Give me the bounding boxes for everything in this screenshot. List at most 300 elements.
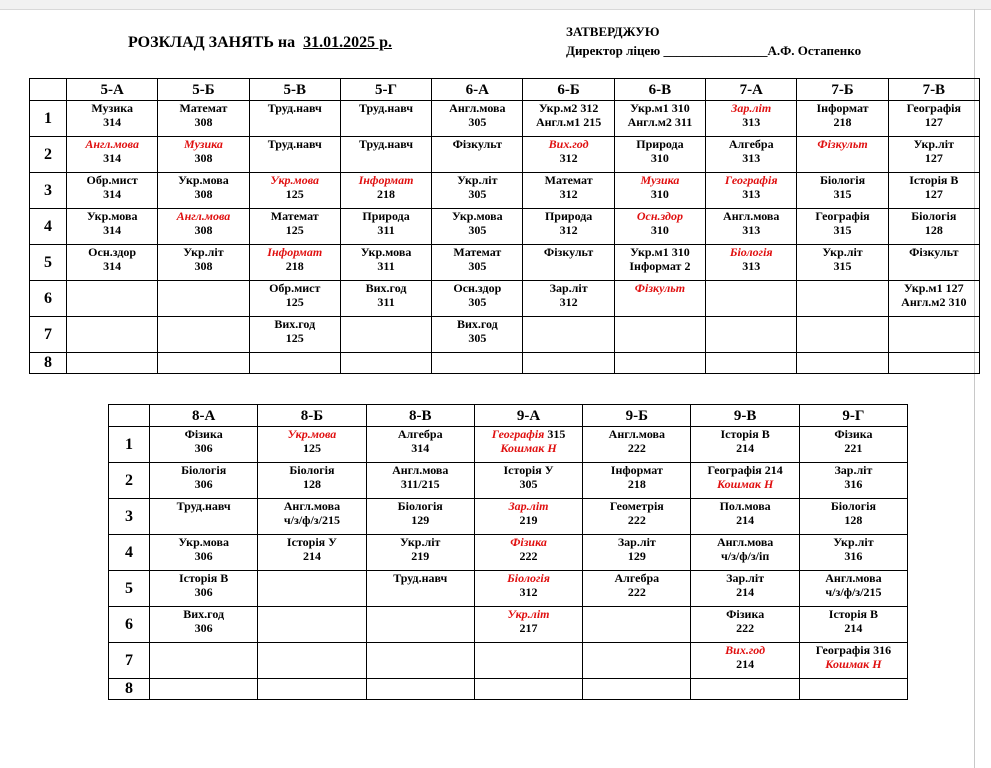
class-header: 6-А <box>432 79 523 101</box>
schedule-cell <box>340 245 431 281</box>
schedule-cell <box>888 353 979 374</box>
lesson-number: 2 <box>30 137 67 173</box>
schedule-cell <box>799 607 907 643</box>
schedule-cell <box>797 281 888 317</box>
table-row <box>109 643 908 679</box>
subject-text: Історія У <box>503 463 554 477</box>
schedule-cell <box>799 499 907 535</box>
room-text: 308 <box>194 115 213 129</box>
schedule-cell <box>432 173 523 209</box>
room-text: Кошмак Н <box>716 477 774 491</box>
room-text: 125 <box>285 223 304 237</box>
schedule-cell <box>706 317 797 353</box>
room-text: 125 <box>285 331 304 345</box>
schedule-cell <box>797 317 888 353</box>
subject-text: Укр.літ <box>457 173 498 187</box>
room-text: 314 <box>411 441 430 455</box>
subject-text: Музика <box>91 101 133 115</box>
schedule-cell <box>706 281 797 317</box>
subject-text: Зар.літ <box>834 463 873 477</box>
schedule-cell <box>523 101 614 137</box>
schedule-cell <box>158 209 249 245</box>
schedule-cell <box>150 499 258 535</box>
schedule-cell <box>797 245 888 281</box>
room-text: 313 <box>742 187 761 201</box>
subject-text: Зар.літ <box>731 101 772 115</box>
subject-text: Географія <box>815 209 870 223</box>
subject-text: Музика <box>640 173 680 187</box>
subject-text: Біологія <box>289 463 335 477</box>
room-text: 311 <box>377 259 395 273</box>
subject-text: Алгебра <box>614 571 660 585</box>
room-text: 312 <box>559 187 578 201</box>
room-text: 125 <box>285 295 304 309</box>
subject-text: Укр.мова <box>270 173 320 187</box>
schedule-cell <box>614 209 705 245</box>
room-text: 214 <box>736 657 755 671</box>
subject-text: Англ.мова <box>723 209 780 223</box>
table-row <box>109 571 908 607</box>
subject-text: Географія 214 <box>707 463 783 477</box>
subject-text: Зар.літ <box>617 535 656 549</box>
table-row <box>30 281 980 317</box>
lesson-number: 5 <box>30 245 67 281</box>
schedule-cell <box>249 353 340 374</box>
schedule-cell <box>432 209 523 245</box>
schedule-cell <box>888 245 979 281</box>
subject-text: Обр.мист <box>86 173 138 187</box>
schedule-cell <box>158 281 249 317</box>
room-text: ч/з/ф/з/іп <box>720 549 770 563</box>
schedule-cell <box>614 353 705 374</box>
subject-text: Англ.мова <box>392 463 449 477</box>
subject-text: Природа <box>636 137 684 151</box>
room-text: 306 <box>194 477 213 491</box>
subject-text: Геометрія <box>609 499 664 513</box>
room-text: 313 <box>742 115 761 129</box>
room-text: 128 <box>302 477 321 491</box>
schedule-cell <box>258 499 366 535</box>
subject-text: Фізика <box>510 535 547 549</box>
schedule-cell <box>158 137 249 173</box>
class-header: 5-Г <box>340 79 431 101</box>
room-text: 308 <box>194 187 213 201</box>
table-row <box>30 137 980 173</box>
subject-text: Укр.літ <box>913 137 954 151</box>
lesson-number: 8 <box>109 679 150 700</box>
title-text: РОЗКЛАД ЗАНЯТЬ на <box>128 34 296 51</box>
room-text: 222 <box>519 549 538 563</box>
room-text: 315 <box>833 223 852 237</box>
subject-text: Укр.мова <box>452 209 503 223</box>
subject-text: Вих.год <box>725 643 766 657</box>
schedule-table-grades-8-9 <box>108 404 908 700</box>
schedule-cell <box>258 427 366 463</box>
class-header: 5-В <box>249 79 340 101</box>
schedule-cell <box>797 137 888 173</box>
schedule-cell <box>706 209 797 245</box>
subject-text: Пол.мова <box>719 499 771 513</box>
subject-text: Англ.мова <box>608 427 666 441</box>
room-text: 214 <box>736 441 755 455</box>
subject-text: Укр.літ <box>833 535 874 549</box>
room-text: 313 <box>742 259 761 273</box>
table-row <box>109 607 908 643</box>
schedule-cell <box>158 353 249 374</box>
room-text: 125 <box>302 441 321 455</box>
room-text: 305 <box>519 477 538 491</box>
corner-cell <box>30 79 67 101</box>
room-text: 127 <box>924 187 943 201</box>
subject-text: Укр.літ <box>822 245 863 259</box>
room-text: 310 <box>650 187 669 201</box>
schedule-cell <box>523 281 614 317</box>
room-text: 214 <box>736 513 755 527</box>
subject-text: Вих.год <box>365 281 407 295</box>
schedule-cell <box>523 353 614 374</box>
schedule-cell <box>249 101 340 137</box>
room-text: Кошмак Н <box>825 657 882 671</box>
schedule-cell <box>366 499 474 535</box>
cell-line <box>475 427 582 441</box>
room-text: 308 <box>194 259 213 273</box>
subject-text: Інформат <box>358 173 414 187</box>
subject-text: Географія <box>906 101 961 115</box>
schedule-cell <box>67 353 158 374</box>
table-row <box>30 317 980 353</box>
subject-text: Фізика <box>184 427 223 441</box>
room-text: 314 <box>103 223 122 237</box>
class-header: 8-Б <box>258 405 366 427</box>
subject-text: Географія <box>491 427 545 441</box>
subject-text: Осн.здор <box>453 281 502 295</box>
schedule-cell <box>474 463 582 499</box>
table-row <box>30 173 980 209</box>
room-text: Англ.м1 215 <box>535 115 602 129</box>
subject-text: Історія В <box>909 173 959 187</box>
schedule-cell <box>258 607 366 643</box>
schedule-cell <box>583 463 691 499</box>
subject-text: Алгебра <box>728 137 774 151</box>
schedule-cell <box>706 245 797 281</box>
class-header: 9-Б <box>583 405 691 427</box>
schedule-cell <box>799 463 907 499</box>
table-row <box>30 101 980 137</box>
schedule-cell <box>158 245 249 281</box>
subject-text: Природа <box>544 209 593 223</box>
schedule-cell <box>150 643 258 679</box>
schedule-cell <box>523 317 614 353</box>
schedule-cell <box>523 245 614 281</box>
schedule-cell <box>366 535 474 571</box>
room-text: 315 <box>544 427 566 441</box>
subject-text: Біологія <box>397 499 443 513</box>
lesson-number: 7 <box>30 317 67 353</box>
schedule-cell <box>706 101 797 137</box>
subject-text: Укр.літ <box>183 245 224 259</box>
class-header: 8-В <box>366 405 474 427</box>
schedule-cell <box>67 209 158 245</box>
class-header: 6-В <box>614 79 705 101</box>
room-text: 305 <box>468 331 487 345</box>
lesson-number: 5 <box>109 571 150 607</box>
schedule-cell <box>150 463 258 499</box>
room-text: 221 <box>844 441 863 455</box>
schedule-cell <box>474 427 582 463</box>
room-text: ч/з/ф/з/215 <box>825 585 882 599</box>
class-header: 9-А <box>474 405 582 427</box>
schedule-cell <box>432 245 523 281</box>
room-text: 306 <box>194 585 213 599</box>
subject-text: Інформат <box>610 463 663 477</box>
room-text: 222 <box>627 585 646 599</box>
subject-text: Укр.м1 310 <box>630 245 690 259</box>
title-date: 31.01.2025 р. <box>303 34 393 51</box>
schedule-cell <box>888 137 979 173</box>
schedule-cell <box>432 317 523 353</box>
schedule-cell <box>366 643 474 679</box>
room-text: Інформат 2 <box>629 259 691 273</box>
lesson-number: 1 <box>109 427 150 463</box>
schedule-cell <box>158 317 249 353</box>
room-text: 313 <box>742 223 761 237</box>
table-row <box>109 679 908 700</box>
room-text: 310 <box>650 151 669 165</box>
subject-text: Фізика <box>834 427 873 441</box>
room-text: 306 <box>194 441 213 455</box>
schedule-cell <box>888 209 979 245</box>
room-text: 312 <box>559 151 578 165</box>
schedule-cell <box>258 679 366 700</box>
schedule-cell <box>583 427 691 463</box>
schedule-cell <box>150 427 258 463</box>
schedule-cell <box>258 463 366 499</box>
schedule-cell <box>158 101 249 137</box>
schedule-cell <box>797 101 888 137</box>
schedule-cell <box>67 281 158 317</box>
schedule-cell <box>691 463 799 499</box>
lesson-number: 8 <box>30 353 67 374</box>
table-row <box>30 209 980 245</box>
room-text: 315 <box>833 259 852 273</box>
table-row <box>30 245 980 281</box>
schedule-cell <box>340 137 431 173</box>
schedule-cell <box>583 607 691 643</box>
table-row <box>30 353 980 374</box>
room-text: 316 <box>844 549 863 563</box>
schedule-cell <box>799 427 907 463</box>
class-header: 7-А <box>706 79 797 101</box>
subject-text: Осн.здор <box>636 209 683 223</box>
subject-text: Труд.навч <box>358 101 414 115</box>
schedule-cell <box>150 607 258 643</box>
schedule-cell <box>799 535 907 571</box>
lesson-number: 1 <box>30 101 67 137</box>
schedule-cell <box>340 209 431 245</box>
schedule-cell <box>249 245 340 281</box>
schedule-cell <box>366 679 474 700</box>
room-text: 305 <box>468 223 487 237</box>
table-row <box>109 427 908 463</box>
schedule-cell <box>474 607 582 643</box>
schedule-cell <box>888 173 979 209</box>
subject-text: Укр.м2 312 <box>538 101 599 115</box>
room-text: 127 <box>924 151 943 165</box>
subject-text: Укр.мова <box>178 535 229 549</box>
table-header-row <box>109 405 908 427</box>
schedule-cell <box>249 137 340 173</box>
subject-text: Укр.мова <box>86 209 138 223</box>
subject-text: Труд.навч <box>393 571 448 585</box>
room-text: 306 <box>194 621 213 635</box>
schedule-cell <box>583 571 691 607</box>
schedule-cell <box>432 353 523 374</box>
subject-text: Музика <box>183 137 223 151</box>
schedule-cell <box>249 281 340 317</box>
room-text: 314 <box>103 259 122 273</box>
room-text: 129 <box>627 549 646 563</box>
room-text: 312 <box>559 223 578 237</box>
schedule-cell <box>67 317 158 353</box>
subject-text: Англ.мова <box>825 571 882 585</box>
schedule-cell <box>706 353 797 374</box>
schedule-cell <box>583 643 691 679</box>
room-text: Англ.м2 311 <box>627 115 693 129</box>
table-header-row <box>30 79 980 101</box>
schedule-cell <box>691 679 799 700</box>
room-text: 125 <box>285 187 304 201</box>
room-text: 305 <box>468 187 487 201</box>
schedule-cell <box>340 173 431 209</box>
subject-text: Вих.год <box>274 317 316 331</box>
subject-text: Укр.літ <box>400 535 441 549</box>
room-text: 305 <box>468 115 487 129</box>
room-text: 311 <box>377 223 395 237</box>
schedule-cell <box>249 209 340 245</box>
subject-text: Зар.літ <box>549 281 588 295</box>
schedule-cell <box>691 607 799 643</box>
subject-text: Англ.мова <box>176 209 231 223</box>
room-text: 308 <box>194 151 213 165</box>
schedule-cell <box>614 245 705 281</box>
approval-signature-line: Директор ліцею ________________А.Ф. Остапенко <box>566 43 862 58</box>
room-text: 218 <box>377 187 396 201</box>
schedule-cell <box>67 173 158 209</box>
schedule-cell <box>366 607 474 643</box>
approval-block <box>566 22 861 60</box>
schedule-cell <box>340 353 431 374</box>
room-text: 218 <box>833 115 852 129</box>
room-text: 218 <box>285 259 304 273</box>
room-text: 128 <box>844 513 863 527</box>
schedule-cell <box>366 571 474 607</box>
schedule-cell <box>67 101 158 137</box>
subject-text: Біологія <box>911 209 957 223</box>
table-row <box>109 535 908 571</box>
subject-text: Математ <box>270 209 319 223</box>
subject-text: Фізкульт <box>543 245 594 259</box>
schedule-cell <box>691 499 799 535</box>
subject-text: Укр.мова <box>287 427 337 441</box>
subject-text: Зар.літ <box>508 499 549 513</box>
subject-text: Біологія <box>830 499 876 513</box>
schedule-cell <box>706 137 797 173</box>
subject-text: Біологія <box>507 571 550 585</box>
schedule-cell <box>799 571 907 607</box>
schedule-cell <box>523 173 614 209</box>
schedule-cell <box>583 679 691 700</box>
subject-text: Фізкульт <box>909 245 959 259</box>
schedule-cell <box>797 173 888 209</box>
lesson-number: 6 <box>30 281 67 317</box>
room-text: 306 <box>194 549 213 563</box>
schedule-cell <box>614 137 705 173</box>
room-text: 313 <box>742 151 761 165</box>
subject-text: Географія 316 <box>815 643 892 657</box>
room-text: 310 <box>650 223 669 237</box>
schedule-cell <box>474 643 582 679</box>
schedule-cell <box>614 281 705 317</box>
schedule-cell <box>797 209 888 245</box>
schedule-cell <box>150 679 258 700</box>
room-text: 222 <box>627 513 646 527</box>
class-header: 7-Б <box>797 79 888 101</box>
class-header: 5-Б <box>158 79 249 101</box>
schedule-cell <box>258 643 366 679</box>
lesson-number: 4 <box>109 535 150 571</box>
class-header: 9-В <box>691 405 799 427</box>
schedule-cell <box>474 499 582 535</box>
room-text: 222 <box>736 621 755 635</box>
subject-text: Англ.мова <box>716 535 774 549</box>
subject-text: Фізкульт <box>817 137 868 151</box>
schedule-cell <box>249 173 340 209</box>
subject-text: Зар.літ <box>726 571 765 585</box>
schedule-cell <box>614 101 705 137</box>
class-header: 8-А <box>150 405 258 427</box>
room-text: Англ.м2 310 <box>901 295 967 309</box>
schedule-table-grades-5-7 <box>29 78 980 374</box>
room-text: 314 <box>103 115 122 129</box>
schedule-cell <box>258 571 366 607</box>
room-text: 214 <box>844 621 863 635</box>
subject-text: Англ.мова <box>85 137 139 151</box>
subject-text: Біологія <box>181 463 227 477</box>
room-text: 222 <box>627 441 646 455</box>
room-text: 219 <box>519 513 538 527</box>
subject-text: Інформат <box>816 101 869 115</box>
schedule-cell <box>523 209 614 245</box>
schedule-cell <box>474 679 582 700</box>
room-text: 219 <box>411 549 430 563</box>
schedule-cell <box>691 643 799 679</box>
schedule-cell <box>691 571 799 607</box>
schedule-cell <box>691 427 799 463</box>
schedule-cell <box>799 643 907 679</box>
schedule-cell <box>888 101 979 137</box>
room-text: 308 <box>194 223 213 237</box>
schedule-cell <box>706 173 797 209</box>
subject-text: Біологія <box>729 245 773 259</box>
schedule-cell <box>340 281 431 317</box>
table-row <box>109 499 908 535</box>
room-text: 129 <box>411 513 430 527</box>
subject-text: Фізкульт <box>452 137 503 151</box>
class-header: 7-В <box>888 79 979 101</box>
schedule-cell <box>67 245 158 281</box>
schedule-cell <box>150 535 258 571</box>
subject-text: Алгебра <box>397 427 443 441</box>
